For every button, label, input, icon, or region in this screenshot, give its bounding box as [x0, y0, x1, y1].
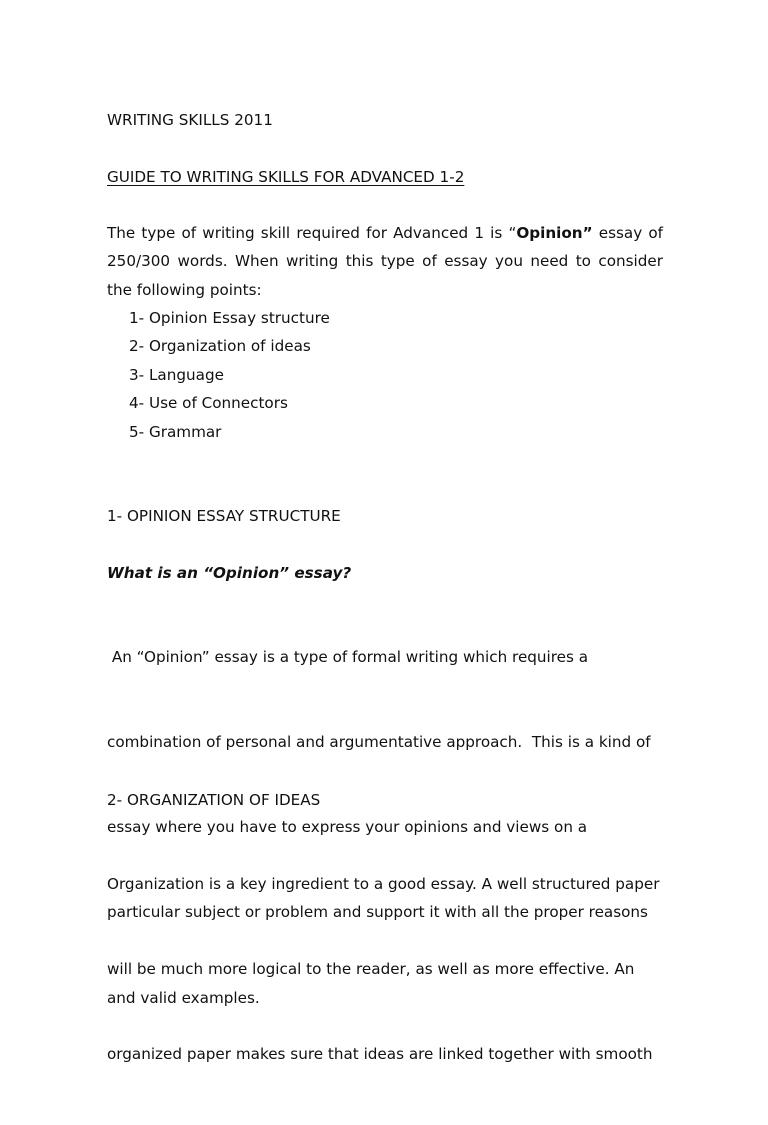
- paragraph-line: combination of personal and argumentative approach. This is a kind of: [107, 733, 651, 752]
- list-item: 5- Grammar: [129, 422, 222, 441]
- list-item: 2- Organization of ideas: [129, 337, 311, 356]
- paragraph-line: An “Opinion” essay is a type of formal writing which requires a: [107, 647, 589, 666]
- paragraph-line: will be much more logical to the reader, as well as more effective. An: [107, 960, 635, 979]
- section2-body: [107, 813, 663, 1125]
- section1-heading: 1- OPINION ESSAY STRUCTURE: [107, 507, 341, 525]
- list-item: 1- Opinion Essay structure: [129, 309, 330, 327]
- intro-text-before: The type of writing skill required for Advanced 1 is “: [107, 224, 517, 242]
- list-item: 4- Use of Connectors: [129, 394, 288, 413]
- paragraph-line: essay where you have to express your opinions and views on a: [107, 818, 588, 837]
- intro-emphasis: Opinion”: [516, 224, 593, 242]
- document-title: WRITING SKILLS 2011: [107, 111, 273, 129]
- section2-heading: 2- ORGANIZATION OF IDEAS: [107, 791, 321, 809]
- paragraph-line: Organization is a key ingredient to a good essay. A well structured paper: [107, 874, 660, 893]
- document-subtitle: GUIDE TO WRITING SKILLS FOR ADVANCED 1-2: [107, 168, 465, 186]
- section1-question: What is an “Opinion” essay?: [107, 564, 352, 582]
- list-item: 3- Language: [129, 365, 224, 384]
- paragraph-line: and valid examples.: [107, 988, 260, 1007]
- intro-text-after: essay of 250/300 words. When writing this type of essay you need to consider the following points:: [107, 224, 663, 299]
- paragraph-line: organized paper makes sure that ideas are linked together with smooth: [107, 1045, 653, 1064]
- points-list: [129, 304, 330, 446]
- intro-paragraph: [107, 219, 663, 304]
- paragraph-line: particular subject or problem and support it with all the proper reasons: [107, 903, 648, 922]
